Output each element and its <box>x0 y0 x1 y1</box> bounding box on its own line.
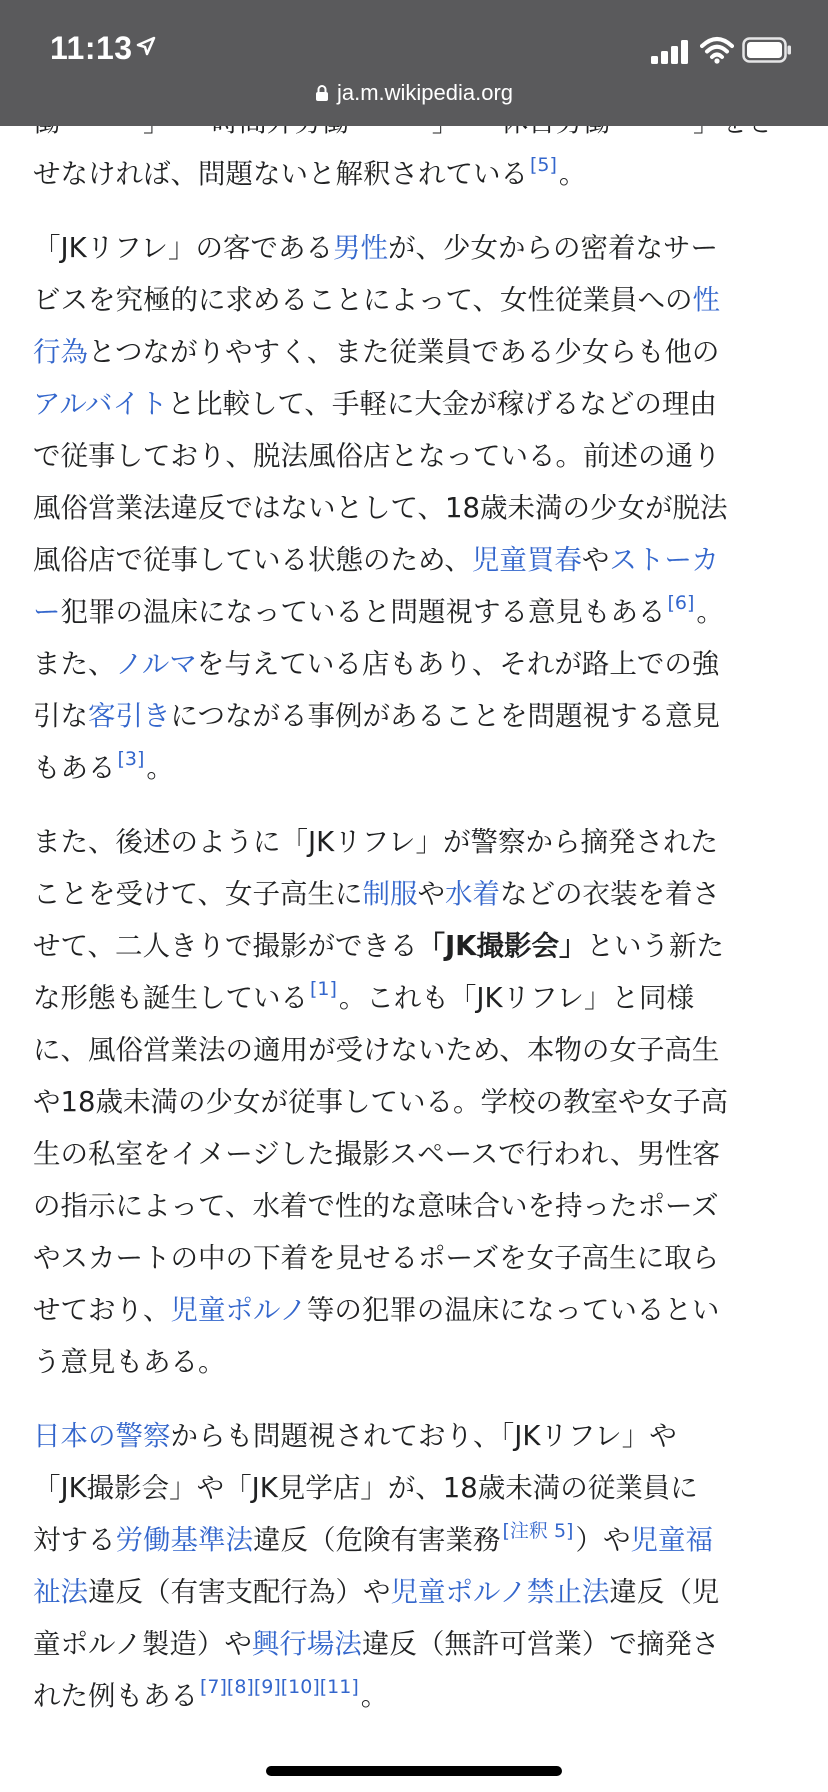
text-run: もある <box>33 752 116 784</box>
text-line <box>33 868 793 920</box>
text-run: 。 <box>558 158 587 190</box>
cellular-signal-icon <box>651 40 691 68</box>
url-bar[interactable] <box>0 80 828 108</box>
text-run: を与えている店もあり、それが路上での強 <box>196 648 720 680</box>
text-run: れた例もある <box>33 1680 198 1712</box>
paragraph-police <box>33 1410 793 1722</box>
text-line <box>33 1670 793 1722</box>
text-line <box>33 274 793 326</box>
link-stalker[interactable]: ー <box>33 596 61 628</box>
paragraph-jk-photo-session <box>33 816 793 1388</box>
text-run: とつながりやすく、また従業員である少女らも他の <box>88 336 720 368</box>
text-run: 風俗営業法違反ではないとして、18歳未満の少女が脱法 <box>33 492 728 524</box>
text-line <box>33 1618 793 1670</box>
text-run: 生の私室をイメージした撮影スペースで行われ、男性客 <box>33 1138 720 1170</box>
link-child-pornography[interactable]: 児童ポルノ <box>170 1294 307 1326</box>
text-run: と比較して、手軽に大金が稼げるなどの理由 <box>167 388 717 420</box>
text-run: う意見もある。 <box>33 1346 226 1378</box>
text-run: ）や <box>575 1524 631 1556</box>
text-line <box>33 1514 793 1566</box>
text-line <box>33 1462 793 1514</box>
text-line <box>33 222 793 274</box>
citation-link[interactable]: [6] <box>667 592 695 614</box>
text-run: 違反（児 <box>609 1576 720 1608</box>
text-line <box>33 1076 793 1128</box>
text-line <box>33 430 793 482</box>
citation-link[interactable]: [1] <box>310 978 337 1000</box>
text-line <box>33 148 793 200</box>
text-line <box>33 1128 793 1180</box>
citation-link[interactable]: [5] <box>530 154 557 176</box>
footnote-link[interactable]: [注釈 5] <box>502 1520 574 1542</box>
text-run: の指示によって、水着で性的な意味合いを持ったポーズ <box>33 1190 719 1222</box>
location-arrow-icon <box>136 36 156 60</box>
text-run: 犯罪の温床になっていると問題視する意見もある <box>60 596 666 628</box>
text-run: ビスを究極的に求めることによって、女性従業員への <box>33 284 693 316</box>
text-run: などの衣装を着さ <box>499 878 720 910</box>
text-run: に、風俗営業法の適用が受けないため、本物の女子高生 <box>33 1034 720 1066</box>
text-line <box>33 1232 793 1284</box>
link-entertainment-venue-law[interactable]: 興行場法 <box>251 1628 362 1660</box>
text-run: せなければ、問題ないと解釈されている <box>33 158 528 190</box>
text-line <box>33 742 793 794</box>
wifi-icon <box>700 36 734 68</box>
home-indicator[interactable] <box>266 1766 562 1776</box>
battery-icon <box>742 37 792 67</box>
text-run: 。 <box>146 752 174 784</box>
text-run: で従事しており、脱法風俗店となっている。前述の通り <box>33 440 721 472</box>
text-line <box>33 1566 793 1618</box>
link-stalker[interactable]: ストーカ <box>609 544 719 576</box>
text-run: や <box>417 878 445 910</box>
bold-term: 「JK撮影会」 <box>417 930 587 962</box>
link-child-welfare-act[interactable]: 児童福 <box>630 1524 713 1556</box>
text-run: 風俗店で従事している状態のため、 <box>33 544 472 576</box>
text-run: ことを受けて、女子高生に <box>33 878 363 910</box>
text-line <box>33 586 793 638</box>
text-line <box>33 1336 793 1388</box>
text-run: また、後述のように「JKリフレ」が警察から摘発された <box>33 826 719 858</box>
link-child-prostitution[interactable]: 児童買春 <box>471 544 582 576</box>
text-line <box>33 920 793 972</box>
text-run: につながる事例があることを問題視する意見 <box>170 700 720 732</box>
link-child-porn-law[interactable]: 児童ポルノ禁止法 <box>390 1576 610 1608</box>
text-line <box>33 482 793 534</box>
link-uniform[interactable]: 制服 <box>362 878 418 910</box>
text-run: 違反（危険有害業務 <box>253 1524 501 1556</box>
text-line <box>33 1180 793 1232</box>
article-content <box>33 96 793 1744</box>
text-run: からも問題視されており、「JKリフレ」や <box>170 1420 677 1452</box>
text-run: 違反（無許可営業）で摘発さ <box>361 1628 720 1660</box>
text-run: や <box>581 544 610 576</box>
text-run: な形態も誕生している <box>33 982 308 1014</box>
link-japan-police[interactable]: 日本の警察 <box>33 1420 171 1452</box>
text-run: 。これも「JKリフレ」と同様 <box>338 982 694 1014</box>
text-run: という新た <box>586 930 724 962</box>
text-run: 「JKリフレ」の客である <box>33 232 334 264</box>
link-male[interactable]: 男性 <box>333 232 389 264</box>
text-line <box>33 1024 793 1076</box>
text-line <box>33 816 793 868</box>
link-child-welfare-act[interactable]: 祉法 <box>33 1576 88 1608</box>
citation-link[interactable]: [3] <box>117 748 145 770</box>
text-line <box>33 378 793 430</box>
text-run: 童ポルノ製造）や <box>33 1628 252 1660</box>
link-sexual-act[interactable]: 性 <box>692 284 720 316</box>
text-run: が、少女からの密着なサー <box>388 232 719 264</box>
link-quota[interactable]: ノルマ <box>115 648 197 680</box>
status-bar <box>0 0 828 126</box>
status-time: 11:13 <box>50 30 133 66</box>
text-line <box>33 326 793 378</box>
text-line <box>33 690 793 742</box>
text-line <box>33 1284 793 1336</box>
link-swimsuit[interactable]: 水着 <box>444 878 500 910</box>
link-part-time-job[interactable]: アルバイト <box>33 388 168 420</box>
text-line <box>33 1410 793 1462</box>
text-run: 引な <box>33 700 88 732</box>
url-text: ja.m.wikipedia.org <box>336 80 514 105</box>
link-labor-standards-act[interactable]: 労働基準法 <box>115 1524 253 1556</box>
text-line <box>33 638 793 690</box>
text-line <box>33 534 793 586</box>
paragraph-jk-refle <box>33 222 793 794</box>
text-run: また、 <box>33 648 116 680</box>
text-run: 対する <box>33 1524 116 1556</box>
text-run: 違反（有害支配行為）や <box>88 1576 391 1608</box>
text-run: せており、 <box>33 1294 171 1326</box>
citation-links[interactable]: [7][8][9][10][11] <box>200 1676 359 1698</box>
link-touting[interactable]: 客引き <box>88 700 171 732</box>
text-run: や18歳未満の少女が従事している。学校の教室や女子高 <box>33 1086 728 1118</box>
text-run: 「JK撮影会」や「JK見学店」が、18歳未満の従業員に <box>33 1472 698 1504</box>
text-run: せて、二人きりで撮影ができる <box>33 930 418 962</box>
text-run: 。 <box>696 596 724 628</box>
link-sexual-act[interactable]: 行為 <box>33 336 88 368</box>
text-run: 。 <box>360 1680 389 1712</box>
text-run: やスカートの中の下着を見せるポーズを女子高生に取ら <box>33 1242 720 1274</box>
lock-icon <box>315 82 329 108</box>
text-run: 等の犯罪の温床になっているとい <box>306 1294 720 1326</box>
text-line <box>33 972 793 1024</box>
